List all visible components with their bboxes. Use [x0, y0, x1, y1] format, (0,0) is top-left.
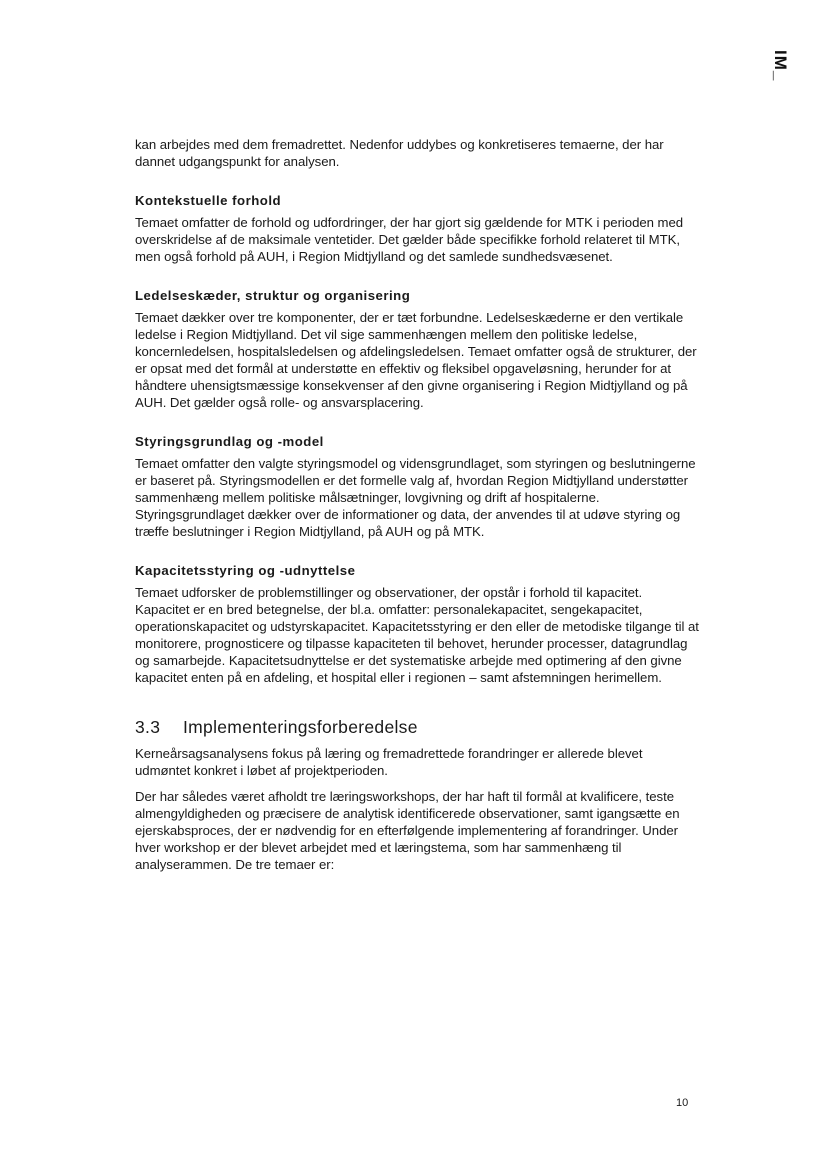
document-body	[135, 136, 700, 873]
section-heading: Ledelseskæder, struktur og organisering	[135, 288, 411, 303]
logo-text: IM_	[771, 50, 790, 82]
section-ledelseskaeder	[135, 287, 700, 411]
chapter-paragraph: Der har således været afholdt tre læringsworkshops, der har haft til formål at kvalificere, teste almengyldigheden og præcisere de analytisk identificerede observationer, samt igangsætte en ejerskabsproces, der er nødvendig for en efterfølgende implementering af forandringer. Under hver workshop er der blevet arbejdet med et læringstema, som har sammenhæng til analyserammen. De tre temaer er:	[135, 789, 680, 872]
intro-paragraph: kan arbejdes med dem fremadrettet. Nedenfor uddybes og konkretiseres temaerne, der har dannet udgangspunkt for analysen.	[135, 137, 664, 169]
chapter-title: Implementeringsforberedelse	[183, 717, 418, 737]
section-paragraph: Temaet dækker over tre komponenter, der er tæt forbundne. Ledelseskæderne er den vertikale ledelse i Region Midtjylland. Det vil sige sammenhængen mellem den politiske ledelse, koncernledelsen, hospitalsledelsen og afdelingsledelsen. Temaet omfatter også de strukturer, der er opsat med det formål at understøtte en effektiv og fleksibel opgaveløsning, herunder for at håndtere uhensigtsmæssige konsekvenser af den givne organisering i Region Midtjylland og på AUH. Det gælder også rolle- og ansvarsplacering.	[135, 310, 697, 410]
section-paragraph: Temaet omfatter den valgte styringsmodel og vidensgrundlaget, som styringen og beslutningerne er baseret på. Styringsmodellen er det formelle valg af, hvordan Region Midtjylland understøtter sammenhæng mellem politiske målsætninger, lovgivning og drift af hospitalerne. Styringsgrundlaget dækker over de informationer og data, der anvendes til at udøve styring og træffe beslutninger i Region Midtjylland, på AUH og på MTK.	[135, 456, 696, 539]
section-paragraph: Temaet udforsker de problemstillinger og observationer, der opstår i forhold til kapacitet. Kapacitet er en bred betegnelse, der bl.a. omfatter: personalekapacitet, sengekapacitet, operationskapacitet og udstyrskapacitet. Kapacitetsstyring er den eller de metodiske tilgange til at monitorere, prognosticere og tilpasse kapaciteten til behovet, herunder processer, datagrundlag og samarbejde. Kapacitetsudnyttelse er det systematiske arbejde med optimering af den givne kapacitet enten på en afdeling, et hospital eller i regionen – samt afstemningen herimellem.	[135, 585, 699, 685]
page-number: 10	[676, 1097, 689, 1109]
section-heading: Styringsgrundlag og -model	[135, 434, 324, 449]
chapter-paragraph: Kerneårsagsanalysens fokus på læring og fremadrettede forandringer er allerede blevet udmøntet konkret i løbet af projektperioden.	[135, 746, 643, 778]
chapter-heading	[135, 716, 700, 738]
chapter-implementeringsforberedelse	[135, 716, 700, 873]
chapter-number: 3.3	[135, 717, 161, 737]
section-paragraph: Temaet omfatter de forhold og udfordringer, der har gjort sig gældende for MTK i perioden med overskridelse af de maksimale ventetider. Det gælder både specifikke forhold relateret til MTK, men også forhold på AUH, i Region Midtjylland og det samlede sundhedsvæsenet.	[135, 215, 684, 264]
section-styringsgrundlag	[135, 433, 700, 540]
section-heading: Kapacitetsstyring og -udnyttelse	[135, 563, 356, 578]
section-kontekstuelle-forhold	[135, 192, 700, 265]
logo	[768, 50, 812, 90]
section-kapacitetsstyring	[135, 562, 700, 686]
section-heading: Kontekstuelle forhold	[135, 193, 282, 208]
